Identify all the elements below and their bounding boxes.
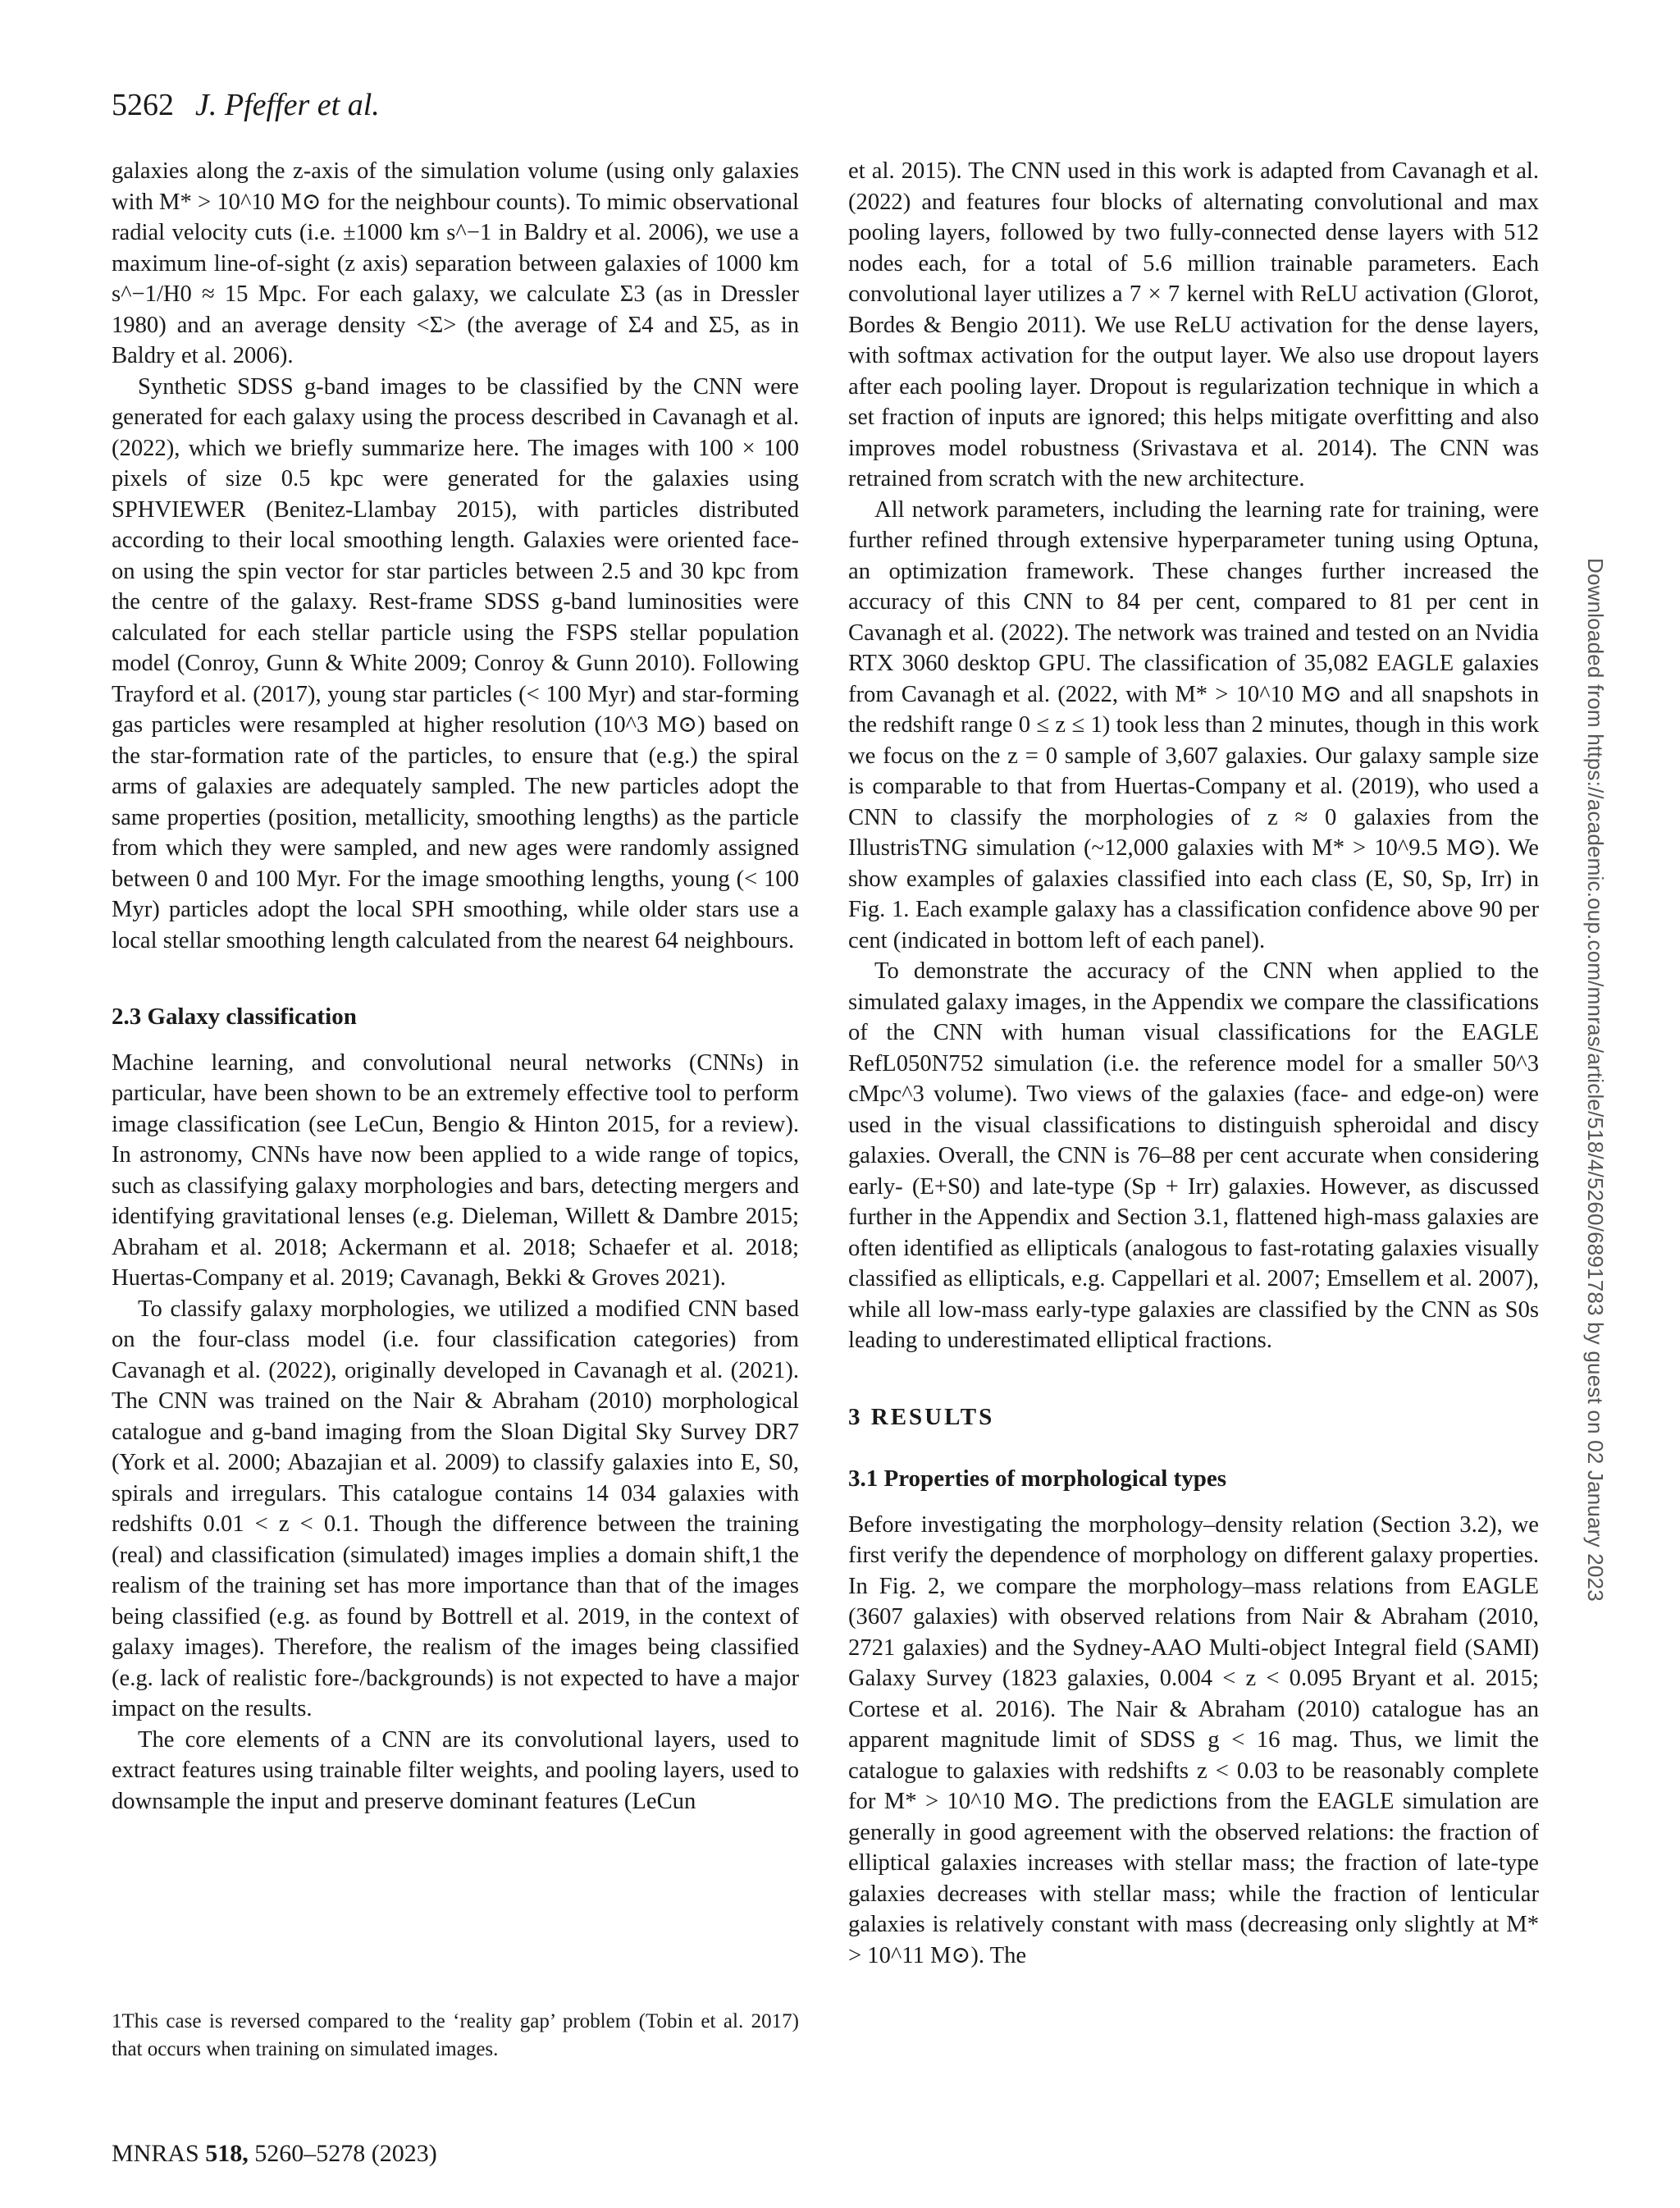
right-column [848,156,1539,1971]
left-column [112,156,799,1817]
section-heading-3-1: 3.1 Properties of morphological types [848,1465,1226,1492]
download-note-text: Downloaded from https://academic.oup.com/mnras/article/518/4/5260/6891783 by guest on 02 January 2023 [1583,558,1608,1602]
section-heading-2-3: 2.3 Galaxy classification [112,1003,357,1030]
section-heading-3: 3 RESULTS [848,1403,995,1430]
journal-pages: 5260–5278 (2023) [254,2140,437,2167]
right-paragraph-4: Before investigating the morphology–density relation (Section 3.2), we first verify the dependence of morphology on different galaxy properties. In Fig. 2, we compare the morphology–mass relations from EAGLE (3607 galaxies) with observed relations from Nair & Abraham (2010, 2721 galaxies) and the Sydney-AAO Multi-object Integral field (SAMI) Galaxy Survey (1823 galaxies, 0.004 < z < 0.095 Bryant et al. 2015; Cortese et al. 2016). The Nair & Abraham (2010) catalogue has an apparent magnitude limit of SDSS g < 16 mag. Thus, we limit the catalogue to galaxies with redshifts z < 0.03 to be reasonably complete for M* > 10^10 M⊙. The predictions from the EAGLE simulation are generally in good agreement with the observed relations: the fraction of elliptical galaxies increases with stellar mass; the fraction of late-type galaxies decreases with stellar mass; while the fraction of lenticular galaxies is relatively constant with mass (decreasing only slightly at M* > 10^11 M⊙). The [848,1511,1539,1968]
right-paragraph-1: et al. 2015). The CNN used in this work is adapted from Cavanagh et al. (2022) and features four blocks of alternating convolutional and max pooling layers, followed by two fully-connected dense layers with 512 nodes each, for a total of 5.6 million trainable parameters. Each convolutional layer utilizes a 7 × 7 kernel with ReLU activation (Glorot, Bordes & Bengio 2011). We use ReLU activation for the dense layers, with softmax activation for the output layer. We also use dropout layers after each pooling layer. Dropout is regularization technique in which a set fraction of inputs are ignored; this helps mitigate overfitting and also improves model robustness (Srivastava et al. 2014). The CNN was retrained from scratch with the new architecture. [848,158,1539,491]
left-paragraph-4: To classify galaxy morphologies, we utilized a modified CNN based on the four-class model (i.e. four classification categories) from Cavanagh et al. (2022), originally developed in Cavanagh et al. (2021). The CNN was trained on the Nair & Abraham (2010) morphological catalogue and g-band imaging from the Sloan Digital Sky Survey DR7 (York et al. 2000; Abazajian et al. 2009) to classify galaxies into E, S0, spirals and irregulars. This catalogue contains 14 034 galaxies with redshifts 0.01 < z < 0.1. Though the difference between the training (real) and classification (simulated) images implies a domain shift,1 the realism of the training set has more importance than that of the images being classified (e.g. as found by Bottrell et al. 2019, in the context of galaxy images). Therefore, the realism of the images being classified (e.g. lack of realistic fore-/backgrounds) is not expected to have a major impact on the results. [112,1296,799,1721]
journal-volume: 518, [205,2140,249,2167]
right-paragraph-2: All network parameters, including the learning rate for training, were further refined through extensive hyperparameter tuning using Optuna, an optimization framework. These changes further increased the accuracy of this CNN to 84 per cent, compared to 81 per cent in Cavanagh et al. (2022). The network was trained and tested on an Nvidia RTX 3060 desktop GPU. The classification of 35,082 EAGLE galaxies from Cavanagh et al. (2022, with M* > 10^10 M⊙ and all snapshots in the redshift range 0 ≤ z ≤ 1) took less than 2 minutes, though in this work we focus on the z = 0 sample of 3,607 galaxies. Our galaxy sample size is comparable to that from Huertas-Company et al. (2019), who used a CNN to classify the morphologies of z ≈ 0 galaxies from the IllustrisTNG simulation (~12,000 galaxies with M* > 10^9.5 M⊙). We show examples of galaxies classified into each class (E, S0, Sp, Irr) in Fig. 1. Each example galaxy has a classification confidence above 90 per cent (indicated in bottom left of each panel). [848,496,1539,953]
left-paragraph-1: galaxies along the z-axis of the simulation volume (using only galaxies with M* > 10^10 M⊙ for the neighbour counts). To mimic observational radial velocity cuts (i.e. ±1000 km s^−1 in Baldry et al. 2006), we use a maximum line-of-sight (z axis) separation between galaxies of 1000 km s^−1/H0 ≈ 15 Mpc. For each galaxy, we calculate Σ3 (as in Dressler 1980) and an average density <Σ> (the average of Σ4 and Σ5, as in Baldry et al. 2006). [112,158,799,368]
footnote: 1This case is reversed compared to the ‘reality gap’ problem (Tobin et al. 2017) that occurs when training on simulated images. [112,2010,799,2060]
right-paragraph-3: To demonstrate the accuracy of the CNN when applied to the simulated galaxy images, in the Appendix we compare the classifications of the CNN with human visual classifications for the EAGLE RefL050N752 simulation (i.e. the reference model for a smaller 50^3 cMpc^3 volume). Two views of the galaxies (face- and edge-on) were used in the visual classifications to distinguish spheroidal and discy galaxies. Overall, the CNN is 76–88 per cent accurate when considering early- (E+S0) and late-type (Sp + Irr) galaxies. However, as discussed further in the Appendix and Section 3.1, flattened high-mass galaxies are often identified as ellipticals (analogous to fast-rotating galaxies visually classified as ellipticals, e.g. Cappellari et al. 2007; Emsellem et al. 2007), while all low-mass early-type galaxies are classified by the CNN as S0s leading to underestimated elliptical fractions. [848,958,1539,1353]
left-paragraph-5: The core elements of a CNN are its convolutional layers, used to extract features using trainable filter weights, and pooling layers, used to downsample the input and preserve dominant features (LeCun [112,1726,799,1814]
journal-name: MNRAS [112,2140,199,2167]
running-head: J. Pfeffer et al. [195,88,380,122]
page-number: 5262 [112,88,174,122]
left-paragraph-2: Synthetic SDSS g-band images to be classified by the CNN were generated for each galaxy using the process described in Cavanagh et al. (2022), which we briefly summarize here. The images with 100 × 100 pixels of size 0.5 kpc were generated for the galaxies using SPHVIEWER (Benitez-Llambay 2015), with particles distributed according to their local smoothing length. Galaxies were oriented face-on using the spin vector for star particles between 2.5 and 30 kpc from the centre of the galaxy. Rest-frame SDSS g-band luminosities were calculated for each stellar particle using the FSPS stellar population model (Conroy, Gunn & White 2009; Conroy & Gunn 2010). Following Trayford et al. (2017), young star particles (< 100 Myr) and star-forming gas particles were resampled at higher resolution (10^3 M⊙) based on the star-formation rate of the particles, to ensure that (e.g.) the spiral arms of galaxies are adequately sampled. The new particles adopt the same properties (position, metallicity, smoothing lengths) as the particle from which they were sampled, and new ages were randomly assigned between 0 and 100 Myr. For the image smoothing lengths, young (< 100 Myr) particles adopt the local SPH smoothing, while older stars use a local stellar smoothing length calculated from the nearest 64 neighbours. [112,373,799,953]
left-paragraph-3: Machine learning, and convolutional neural networks (CNNs) in particular, have been shown to be an extremely effective tool to perform image classification (see LeCun, Bengio & Hinton 2015, for a review). In astronomy, CNNs have now been applied to a wide range of topics, such as classifying galaxy morphologies and bars, detecting mergers and identifying gravitational lenses (e.g. Dieleman, Willett & Dambre 2015; Abraham et al. 2018; Ackermann et al. 2018; Schaefer et al. 2018; Huertas-Company et al. 2019; Cavanagh, Bekki & Groves 2021). [112,1049,799,1291]
page-footer [112,2137,437,2170]
page-header [112,85,380,125]
